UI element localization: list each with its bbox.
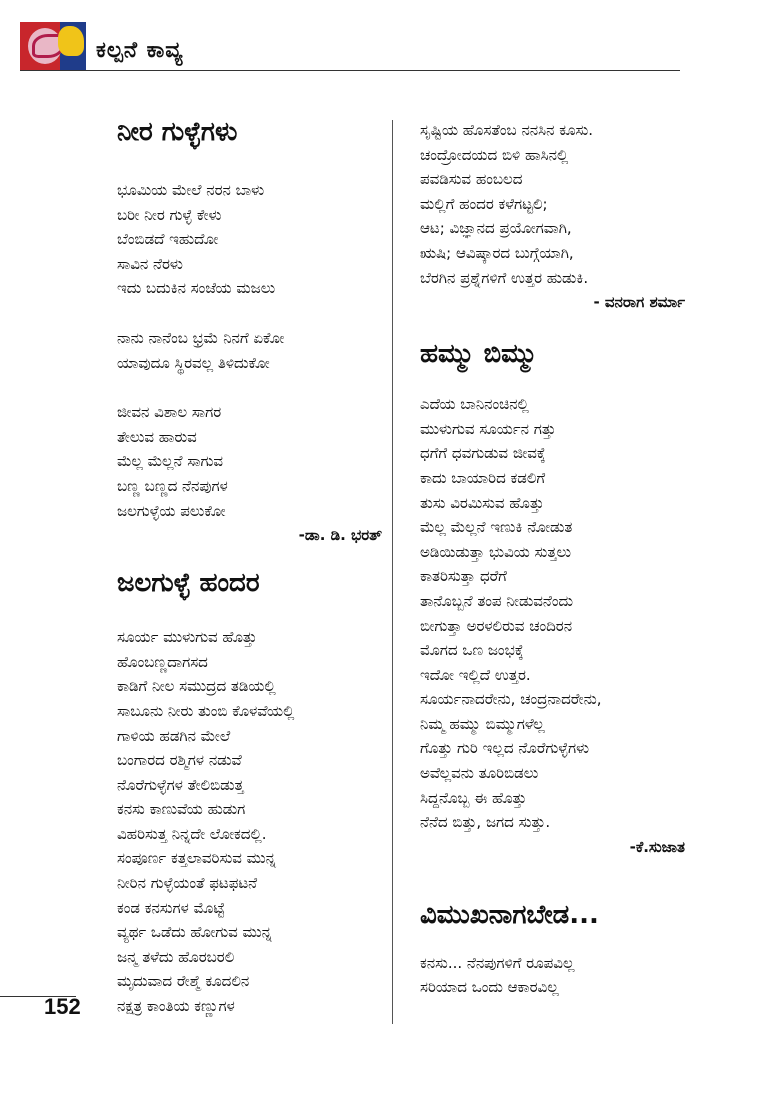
poem-title: ವಿಮುಖನಾಗಬೇಡ... (420, 899, 599, 930)
poem-line: ನೊರೆಗುಳ್ಳೆಗಳ ತೇಲಿಬಿಡುತ್ತ (117, 775, 244, 794)
poem-line: ಸೂರ್ಯ ಮುಳುಗುವ ಹೊತ್ತು (117, 628, 257, 647)
poem-line: ಅಡಿಯಿಡುತ್ತಾ ಭುವಿಯ ಸುತ್ತಲು (420, 542, 572, 561)
poem-line: ಗೊತ್ತು ಗುರಿ ಇಲ್ಲದ ನೊರೆಗುಳ್ಳೆಗಳು (420, 739, 589, 758)
poem-line: ನೆನೆದ ಬಿತ್ತು, ಜಗದ ಸುತ್ತು. (420, 813, 551, 832)
poem-line: ಬಂಗಾರದ ರಶ್ಮಿಗಳ ನಡುವೆ (117, 751, 242, 770)
poem-line: ಸಿದ್ದನೊಬ್ಬ ಈ ಹೊತ್ತು (420, 788, 527, 807)
poem-line: ಭೂಮಿಯ ಮೇಲೆ ನರನ ಬಾಳು (117, 181, 265, 199)
left-column (117, 112, 382, 1019)
poem-line: ಸಾಬೂನು ನೀರು ತುಂಬಿ ಕೊಳವೆಯಲ್ಲಿ (117, 701, 295, 720)
poem-line: ಗಾಳಿಯ ಹಡಗಿನ ಮೇಲೆ (117, 726, 231, 745)
poem-stanza (117, 178, 382, 301)
poem-line: ಮೊಗದ ಒಣ ಜಂಭಕ್ಕೆ (420, 641, 524, 660)
poem-stanza (117, 400, 382, 523)
poem-line: ಇದು ಬದುಕಿನ ಸಂಜೆಯ ಮಜಲು (117, 279, 276, 298)
poem-line: ಸೂರ್ಯನಾದರೇನು, ಚಂದ್ರನಾದರೇನು, (420, 690, 602, 709)
poem-line: ಮೃದುವಾದ ರೇಶ್ಮೆ ಕೂದಲಿನ (117, 972, 250, 991)
poem-line: ಬಣ್ಣ ಬಣ್ಣದ ನೆನಪುಗಳ (117, 476, 228, 495)
poem-title: ಜಲಗುಳ್ಳೆ ಹಂದರ (117, 568, 260, 599)
poem-line: ಜೀವನ ವಿಶಾಲ ಸಾಗರ (117, 403, 222, 422)
poem-line: ನಿಮ್ಮ ಹಮ್ಮು ಬಿಮ್ಮುಗಳೆಲ್ಲ (420, 714, 545, 733)
poem-stanza (420, 951, 685, 1000)
poem-line: ತುಸು ವಿರಮಿಸುವ ಹೊತ್ತು (420, 493, 544, 512)
poem-author: -ಕೆ.ಸುಜಾತ (629, 837, 685, 856)
poem-line: ಸಾವಿನ ನೆರಳು (117, 254, 183, 273)
poem-line: ಮಲ್ಲಿಗೆ ಹಂದರ ಕಳೆಗಟ್ಟಲಿ; (420, 194, 548, 213)
poem-line: ಸರಿಯಾದ ಒಂದು ಆಕಾರವಿಲ್ಲ (420, 978, 559, 997)
poem-line: ಆಟ; ವಿಜ್ಞಾನದ ಪ್ರಯೋಗವಾಗಿ, (420, 219, 572, 238)
poem-line: ನಕ್ಷತ್ರ ಕಾಂತಿಯ ಕಣ್ಣುಗಳ (117, 997, 235, 1016)
poem-line: ಬೆರಗಿನ ಪ್ರಶ್ನೆಗಳಿಗೆ ಉತ್ತರ ಹುಡುಕಿ. (420, 268, 589, 287)
poem-line: ಅವೆಲ್ಲವನು ತೂರಿಬಿಡಲು (420, 764, 539, 783)
poem-line: ಚಂದ್ರೋದಯದ ಬಿಳಿ ಹಾಸಿನಲ್ಲಿ (420, 145, 569, 164)
poem-line: ನೀರಿನ ಗುಳ್ಳೆಯಂತೆ ಫಟಫಟನೆ (117, 874, 258, 893)
column-divider (392, 120, 393, 1024)
poem-line: ಸೃಷ್ಟಿಯ ಹೊಸತೆಂಬ ನನಸಿನ ಕೂಸು. (420, 121, 594, 139)
poem-author: - ವನರಾಗ ಶರ್ಮಾ (593, 293, 685, 312)
poem-line: ತಾನೊಬ್ಬನೆ ತಂಪ ನೀಡುವನೆಂದು (420, 591, 573, 610)
poem-line: ಇದೋ ಇಲ್ಲಿದೆ ಉತ್ತರ. (420, 665, 531, 684)
poem-line: ಬೀಗುತ್ತಾ ಅರಳಲಿರುವ ಚಂದಿರನ (420, 616, 573, 635)
poem-line: ಜನ್ಮ ತಳೆದು ಹೊರಬರಲಿ (117, 947, 235, 966)
poem-stanza (420, 118, 685, 290)
poem-line: ಮೆಲ್ಲ ಮೆಲ್ಲನೆ ಇಣುಕಿ ನೋಡುತ (420, 518, 573, 537)
poem-stanza (420, 392, 685, 835)
poem-line: ತೇಲುವ ಹಾರುವ (117, 427, 197, 446)
poem-line: ವಿಹರಿಸುತ್ತ ನಿನ್ನದೇ ಲೋಕದಲ್ಲಿ. (117, 824, 267, 843)
poem-line: ಬರೀ ನೀರ ಗುಳ್ಳೆ ಕೇಳು (117, 205, 222, 224)
poem-line: ಕಾತರಿಸುತ್ತಾ ಧರೆಗೆ (420, 567, 507, 586)
poem-line: ಮೆಲ್ಲ ಮೆಲ್ಲನೆ ಸಾಗುವ (117, 452, 224, 471)
poem-line: ಹೊಂಬಣ್ಣದಾಗಸದ (117, 652, 208, 671)
right-column (420, 118, 685, 1000)
poem-line: ಪವಡಿಸುವ ಹಂಬಲದ (420, 170, 523, 189)
poem-stanza (117, 326, 382, 375)
poem-stanza (117, 625, 382, 1019)
page-header (20, 22, 680, 72)
poem-line: ಕಾದು ಬಾಯಾರಿದ ಕಡಲಿಗೆ (420, 468, 546, 487)
poem-line: ಋಷಿ; ಆವಿಷ್ಕಾರದ ಬುಗ್ಗೆಯಾಗಿ, (420, 243, 574, 262)
poem-line: ಸಂಪೂರ್ಣ ಕತ್ತಲಾವರಿಸುವ ಮುನ್ನ (117, 849, 277, 868)
poem-author: -ಡಾ. ಡಿ. ಭರತ್ (298, 526, 382, 545)
poem-line: ಮುಳುಗುವ ಸೂರ್ಯನ ಗತ್ತು (420, 419, 556, 438)
poem-line: ಧಗೆಗೆ ಧವಗುಡುವ ಜೀವಕ್ಕೆ (420, 444, 546, 463)
poem-title: ನೀರ ಗುಳ್ಳೆಗಳು (117, 117, 238, 147)
header-divider (20, 70, 680, 71)
poem-line: ಕಂಡ ಕನಸುಗಳ ಮೊಟ್ಟೆ (117, 898, 225, 917)
magazine-logo-icon (20, 22, 86, 70)
poem-line: ಕಾಡಿಗೆ ನೀಲ ಸಮುದ್ರದ ತಡಿಯಲ್ಲಿ (117, 677, 276, 696)
poem-line: ನಾನು ನಾನೆಂಬ ಭ್ರಮೆ ನಿನಗೆ ಏಕೋ (117, 328, 285, 347)
poem-line: ಕನಸು... ನೆನಪುಗಳಿಗೆ ರೂಪವಿಲ್ಲ (420, 953, 575, 972)
poem-line: ಕನಸು ಕಾಣುವೆಯ ಹುಡುಗ (117, 800, 246, 819)
poem-line: ಯಾವುದೂ ಸ್ಥಿರವಲ್ಲ ತಿಳಿದುಕೋ (117, 353, 270, 372)
section-title: ಕಲ್ಪನೆ ಕಾವ್ಯ (96, 38, 184, 63)
poem-line: ಜಲಗುಳ್ಳೆಯ ಪಲುಕೋ (117, 501, 226, 520)
poem-title: ಹಮ್ಮು ಬಿಮ್ಮು (420, 339, 538, 370)
poem-line: ವ್ಯರ್ಥ ಒಡೆದು ಹೋಗುವ ಮುನ್ನ (117, 923, 272, 942)
poem-line: ಎದೆಯ ಬಾನಿನಂಚಿನಲ್ಲಿ (420, 395, 529, 414)
page-number: 152 (44, 994, 81, 1019)
poem-line: ಬೆಂಬಿಡದೆ ಇಹುದೋ (117, 230, 219, 249)
